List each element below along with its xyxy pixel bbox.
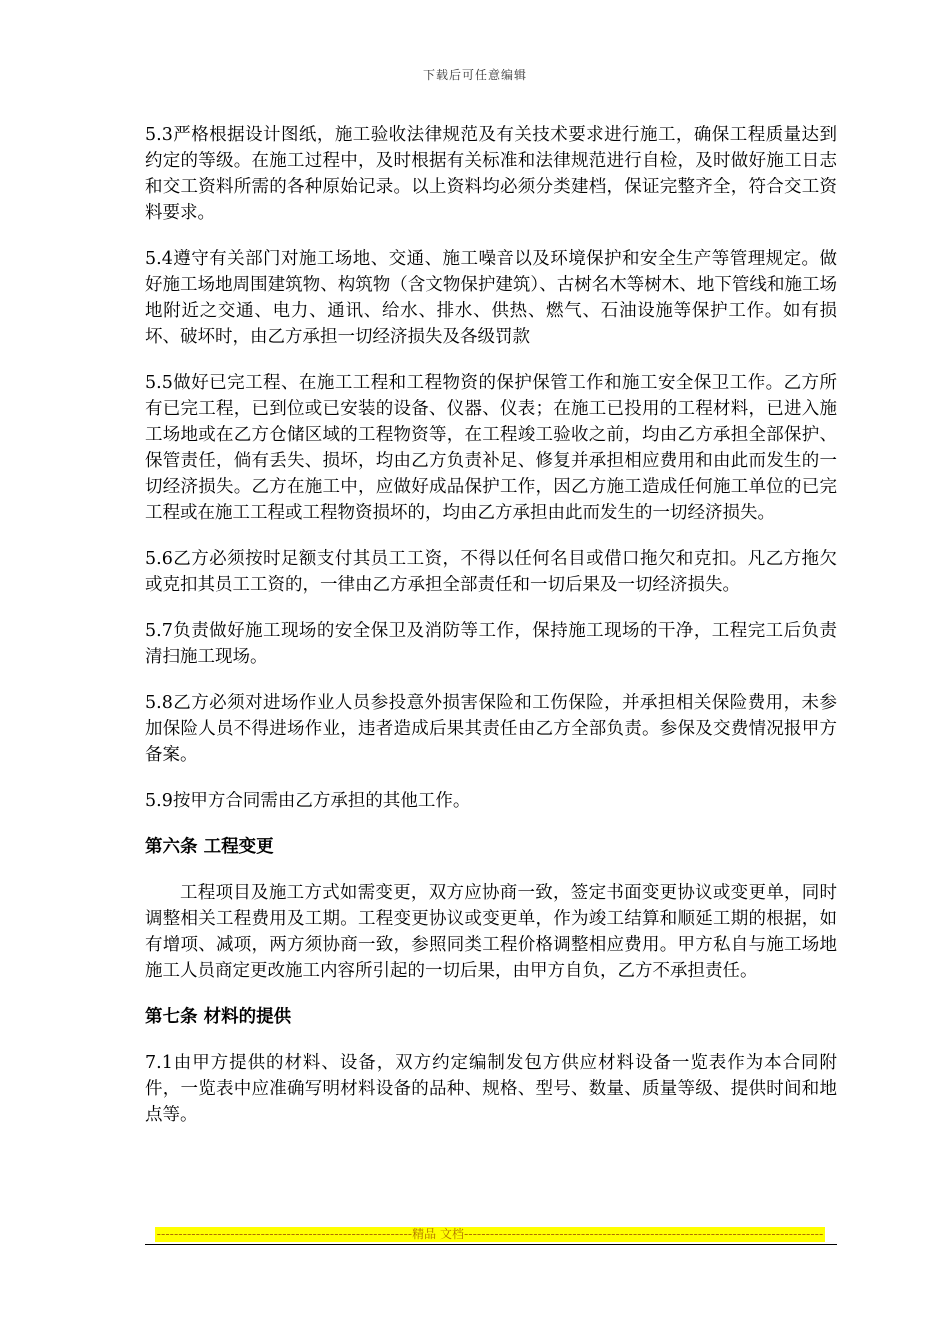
clause-5-5: 5.5做好已完工程、在施工工程和工程物资的保护保管工作和施工安全保卫工作。乙方所有已完工程，已到位或已安装的设备、仪器、仪表；在施工已投用的工程材料，已进入施工场地或在乙方仓储区域的工程物资等，在工程竣工验收之前，均由乙方承担全部保护、保管责任，倘有丢失、损坏，均由乙方负责补足、修复并承担相应费用和由此而发生的一切经济损失。乙方在施工中，应做好成品保护工作，因乙方施工造成任何施工单位的已完工程或在施工工程或工程物资损坏的，均由乙方承担由此而发生的一切经济损失。 (145, 373, 837, 523)
clause-7-1: 7.1由甲方提供的材料、设备，双方约定编制发包方供应材料设备一览表作为本合同附件，一览表中应准确写明材料设备的品种、规格、型号、数量、质量等级、提供时间和地点等。 (145, 1053, 837, 1125)
clause-5-7: 5.7负责做好施工现场的安全保卫及消防等工作，保持施工现场的干净，工程完工后负责清扫施工现场。 (145, 621, 837, 667)
clause-5-4: 5.4遵守有关部门对施工场地、交通、施工噪音以及环境保护和安全生产等管理规定。做好施工场地周围建筑物、构筑物（含文物保护建筑）、古树名木等树木、地下管线和施工场地附近之交通、电力、通讯、给水、排水、供热、燃气、石油设施等保护工作。如有损坏、破坏时，由乙方承担一切经济损失及各级罚款 (145, 249, 837, 347)
article-7-heading: 第七条 材料的提供 (145, 1007, 292, 1027)
footer-divider (145, 1244, 837, 1245)
page-header: 下载后可任意编辑 (422, 68, 527, 82)
clause-5-3: 5.3严格根据设计图纸，施工验收法律规范及有关技术要求进行施工，确保工程质量达到约定的等级。在施工过程中，及时根据有关标准和法律规范进行自检，及时做好施工日志和交工资料所需的各种原始记录。以上资料均必须分类建档，保证完整齐全，符合交工资料要求。 (145, 125, 837, 223)
clause-5-6: 5.6乙方必须按时足额支付其员工工资，不得以任何名目或借口拖欠和克扣。凡乙方拖欠或克扣其员工工资的，一律由乙方承担全部责任和一切后果及一切经济损失。 (145, 549, 837, 595)
document-body (145, 122, 837, 1148)
clause-5-8: 5.8乙方必须对进场作业人员参投意外损害保险和工伤保险，并承担相关保险费用，未参加保险人员不得进场作业，违者造成后果其责任由乙方全部负责。参保及交费情况报甲方备案。 (145, 693, 837, 765)
article-6-heading: 第六条 工程变更 (145, 837, 274, 857)
footer-banner: -----------------------------------------------------------精品 文档----------------------------------------------------------------------------------- (156, 1227, 824, 1241)
article-6-paragraph: 工程项目及施工方式如需变更，双方应协商一致，签定书面变更协议或变更单，同时调整相关工程费用及工期。工程变更协议或变更单，作为竣工结算和顺延工期的根据，如有增项、减项，两方须协商一致，参照同类工程价格调整相应费用。甲方私自与施工场地施工人员商定更改施工内容所引起的一切后果，由甲方自负，乙方不承担责任。 (145, 883, 837, 981)
clause-5-9: 5.9按甲方合同需由乙方承担的其他工作。 (145, 791, 471, 811)
